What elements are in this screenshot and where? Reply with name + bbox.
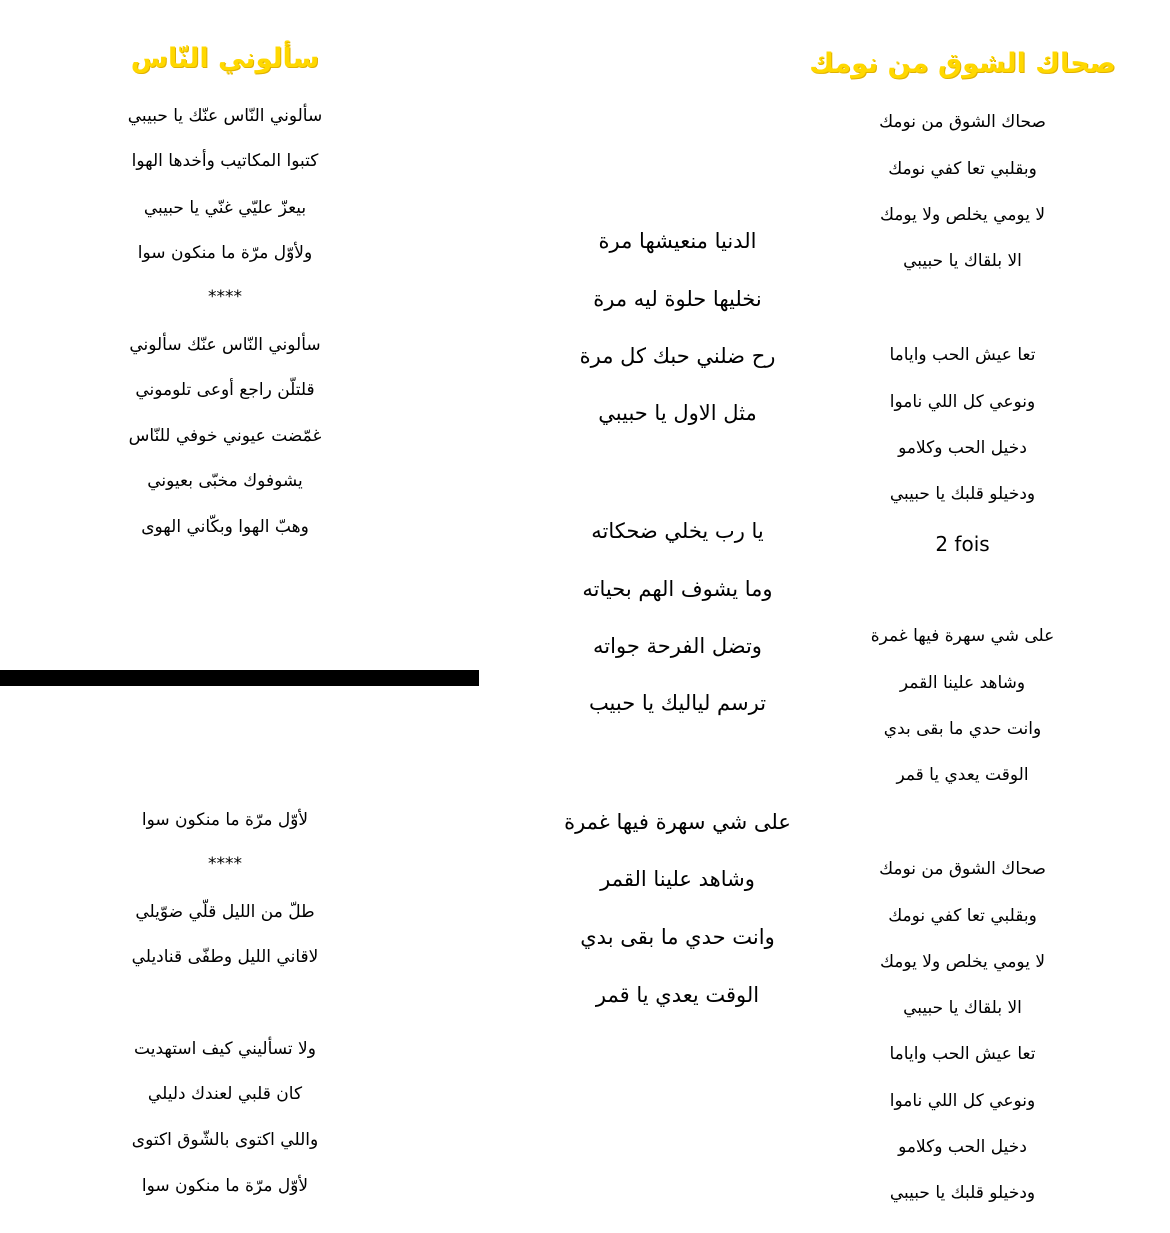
lyric-line: الوقت يعدي يا قمر (896, 765, 1029, 785)
lyric-line: وهبّ الهوا وبكّاني الهوى (141, 517, 309, 537)
lyric-line: لأوّل مرّة ما منكون سوا (141, 810, 309, 830)
lyric-line: الدنيا منعيشها مرة (598, 229, 757, 253)
lyric-line: غمّضت عيوني خوفي للنّاس (128, 426, 322, 446)
lyric-line: على شي سهرة فيها غمرة (564, 810, 791, 834)
lyric-line: صحاك الشوق من نومك (879, 112, 1046, 132)
lyric-line: ولا تسأليني كيف استهديت (134, 1039, 316, 1059)
separator-stars: **** (208, 854, 242, 874)
lyric-line: واللي اكتوى بالشّوق اكتوى (131, 1130, 319, 1150)
lyric-line: الوقت يعدي يا قمر (595, 983, 760, 1007)
lyric-line: الا بلقاك يا حبيبي (903, 998, 1022, 1018)
lyric-line: وانت حدي ما بقى بدي (883, 719, 1042, 739)
separator-stars: **** (208, 287, 242, 307)
lyric-line: رح ضلني حبك كل مرة (579, 344, 776, 368)
lyric-line: بيعزّ عليّي غنّي يا حبيبي (143, 198, 307, 218)
lyric-line: وبقلبي تعا كفي نومك (888, 159, 1037, 179)
lyric-line: سألوني النّاس عنّك يا حبيبي (127, 106, 323, 126)
left-song-title: سألوني النّاس (130, 43, 320, 74)
lyric-line: وتضل الفرحة جواته (593, 634, 762, 658)
lyric-line: وشاهد علينا القمر (600, 867, 755, 891)
lyric-line: ونوعي كل اللي ناموا (889, 1091, 1036, 1111)
lyric-line: قلتلّن راجع أوعى تلوموني (135, 380, 315, 400)
lyric-line: طلّ من الليل قلّي ضوّيلي (135, 902, 315, 922)
lyric-line: ترسم لياليك يا حبيب (588, 691, 767, 715)
lyric-line: سألوني النّاس عنّك سألوني (129, 335, 321, 355)
lyric-line: وما يشوف الهم بحياته (582, 577, 773, 601)
lyric-line: وانت حدي ما بقى بدي (580, 925, 775, 949)
lyric-line: صحاك الشوق من نومك (879, 859, 1046, 879)
lyric-line: وبقلبي تعا كفي نومك (888, 906, 1037, 926)
lyric-line: على شي سهرة فيها غمرة (870, 626, 1055, 646)
lyric-line: يا رب يخلي ضحكاته (591, 519, 764, 543)
lyric-line: تعا عيش الحب واياما (889, 1044, 1036, 1064)
lyric-line: تعا عيش الحب واياما (889, 345, 1036, 365)
lyric-line: ونوعي كل اللي ناموا (889, 392, 1036, 412)
lyric-line: ودخيلو قلبك يا حبيبي (889, 1183, 1036, 1203)
repeat-note: 2 fois (935, 532, 990, 556)
lyric-line: دخيل الحب وكلامو (898, 1137, 1027, 1157)
right-song-title: صحاك الشوق من نومك (809, 48, 1116, 79)
lyric-line: ولأوّل مرّة ما منكون سوا (137, 243, 313, 263)
lyric-line: كتبوا المكاتيب وأخدها الهوا (131, 151, 319, 171)
lyric-line: لأوّل مرّة ما منكون سوا (141, 1176, 309, 1196)
lyric-line: ودخيلو قلبك يا حبيبي (889, 484, 1036, 504)
lyric-line: لا يومي يخلص ولا يومك (879, 205, 1046, 225)
lyric-line: الا بلقاك يا حبيبي (903, 251, 1022, 271)
lyric-line: وشاهد علينا القمر (899, 673, 1026, 693)
lyric-line: نخليها حلوة ليه مرة (593, 287, 762, 311)
lyric-line: يشوفوك مخبّى بعيوني (147, 471, 303, 491)
lyric-line: دخيل الحب وكلامو (898, 438, 1027, 458)
black-divider-bar (0, 670, 479, 686)
lyric-line: مثل الاول يا حبيبي (598, 401, 757, 425)
lyric-line: كان قلبي لعندك دليلي (147, 1084, 303, 1104)
lyric-line: لا يومي يخلص ولا يومك (879, 952, 1046, 972)
lyric-line: لاقاني الليل وطفّى قناديلي (131, 947, 319, 967)
